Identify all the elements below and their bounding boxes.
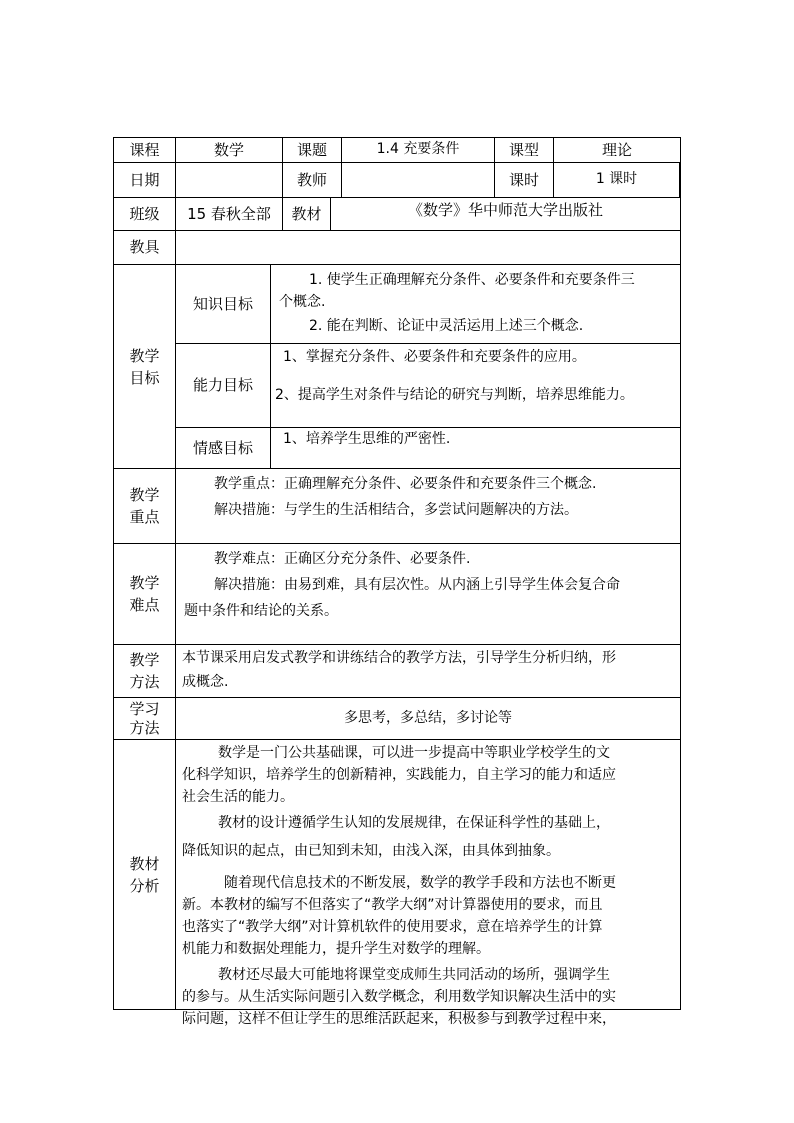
analysis-p4-l3: 际问题，这样不但让学生的思维活跃起来，积极参与到教学过程中来，	[182, 1011, 616, 1027]
date-label: 日期	[114, 163, 176, 198]
ability-objective-content	[271, 344, 680, 428]
methods-label	[114, 645, 176, 698]
teacher-label: 教师	[283, 163, 342, 198]
objectives-label-line1: 教学	[129, 346, 160, 365]
methods-label-line1: 教学	[129, 651, 160, 669]
knowledge-line1: 1. 使学生正确理解充分条件、必要条件和充要条件三	[309, 272, 635, 288]
analysis-p4-l1: 教材还尽最大可能地将课堂变成师生共同活动的场所，强调学生	[218, 967, 610, 983]
hours-value: 1 课时	[554, 163, 680, 198]
key-points-line2: 解决措施：与学生的生活相结合，多尝试问题解决的方法。	[214, 502, 578, 518]
difficulties-label	[114, 544, 176, 645]
difficulties-line3: 题中条件和结论的关系。	[184, 603, 338, 619]
hours-label: 课时	[495, 163, 554, 198]
analysis-p3-l4: 机能力和数据处理能力，提升学生对数学的理解。	[182, 941, 490, 957]
objectives-label-line2: 目标	[129, 368, 160, 387]
methods-content	[176, 645, 680, 698]
analysis-p3-l2: 新。本教材的编写不但落实了“教学大纲”对计算器使用的要求，而且	[182, 897, 603, 913]
difficulties-label-line2: 难点	[129, 596, 160, 614]
topic-label: 课题	[283, 138, 342, 163]
analysis-p1-l1: 数学是一门公共基础课，可以进一步提高中等职业学校学生的文	[218, 745, 610, 761]
type-label: 课型	[495, 138, 554, 163]
topic-value: 1.4 充要条件	[342, 138, 495, 163]
methods-line1: 本节课采用启发式教学和讲练结合的教学方法，引导学生分析归纳，形	[182, 650, 616, 666]
key-points-label-line2: 重点	[129, 508, 160, 526]
class-label: 班级	[114, 198, 176, 231]
analysis-p4-l2: 的参与。从生活实际问题引入数学概念，利用数学知识解决生活中的实	[182, 989, 616, 1005]
objectives-label	[114, 265, 176, 469]
key-points-line1: 教学重点：正确理解充分条件、必要条件和充要条件三个概念.	[214, 476, 597, 492]
analysis-label-line2: 分析	[129, 876, 160, 895]
analysis-p3-l1: 随着现代信息技术的不断发展，数学的教学手段和方法也不断更	[224, 875, 616, 891]
key-points-label	[114, 469, 176, 544]
tools-value	[176, 231, 680, 265]
difficulties-content	[176, 544, 680, 645]
difficulties-line1: 教学难点：正确区分充分条件、必要条件.	[214, 551, 471, 567]
analysis-p3-l3: 也落实了“教学大纲”对计算机软件的使用要求，意在培养学生的计算	[182, 919, 603, 935]
methods-line2: 成概念.	[182, 674, 229, 690]
knowledge-line2: 个概念.	[279, 294, 326, 310]
type-value: 理论	[554, 138, 680, 163]
analysis-p2-l2: 降低知识的起点，由已知到未知，由浅入深，由具体到抽象。	[182, 843, 560, 859]
course-label: 课程	[114, 138, 176, 163]
textbook-label: 教材	[283, 198, 331, 231]
class-value: 15 春秋全部	[176, 198, 283, 231]
emotion-objective-content	[271, 428, 680, 469]
knowledge-objective-content	[271, 265, 680, 344]
date-value	[176, 163, 283, 198]
analysis-p1-l3: 社会生活的能力。	[182, 789, 294, 805]
ability-line1: 1、掌握充分条件、必要条件和充要条件的应用。	[283, 349, 586, 365]
methods-label-line2: 方法	[129, 673, 160, 691]
textbook-value: 《数学》华中师范大学出版社	[331, 198, 680, 231]
difficulties-label-line1: 教学	[129, 574, 160, 592]
study-methods-value: 多思考，多总结，多讨论等	[176, 698, 680, 740]
ability-line2: 2、提高学生对条件与结论的研究与判断，培养思维能力。	[275, 387, 634, 403]
teacher-value	[342, 163, 495, 198]
analysis-p1-l2: 化科学知识，培养学生的创新精神，实践能力，自主学习的能力和适应	[182, 767, 616, 783]
key-points-content	[176, 469, 680, 544]
course-value: 数学	[176, 138, 283, 163]
knowledge-line3: 2. 能在判断、论证中灵活运用上述三个概念.	[309, 318, 584, 334]
knowledge-objective-label: 知识目标	[176, 265, 271, 344]
lesson-plan-table	[113, 137, 681, 1027]
study-methods-label	[114, 698, 176, 740]
analysis-p2-l1: 教材的设计遵循学生认知的发展规律，在保证科学性的基础上，	[218, 815, 610, 831]
emotion-line1: 1、培养学生思维的严密性.	[283, 431, 451, 447]
study-methods-label-line1: 学习	[129, 699, 160, 718]
ability-objective-label: 能力目标	[176, 344, 271, 428]
key-points-label-line1: 教学	[129, 486, 160, 504]
analysis-label	[114, 740, 176, 1009]
analysis-label-line1: 教材	[129, 854, 160, 873]
study-methods-label-line2: 方法	[129, 718, 160, 737]
analysis-content	[176, 740, 680, 1027]
difficulties-line2: 解决措施：由易到难，具有层次性。从内涵上引导学生体会复合命	[214, 577, 620, 593]
tools-label: 教具	[114, 231, 176, 265]
emotion-objective-label: 情感目标	[176, 428, 271, 469]
